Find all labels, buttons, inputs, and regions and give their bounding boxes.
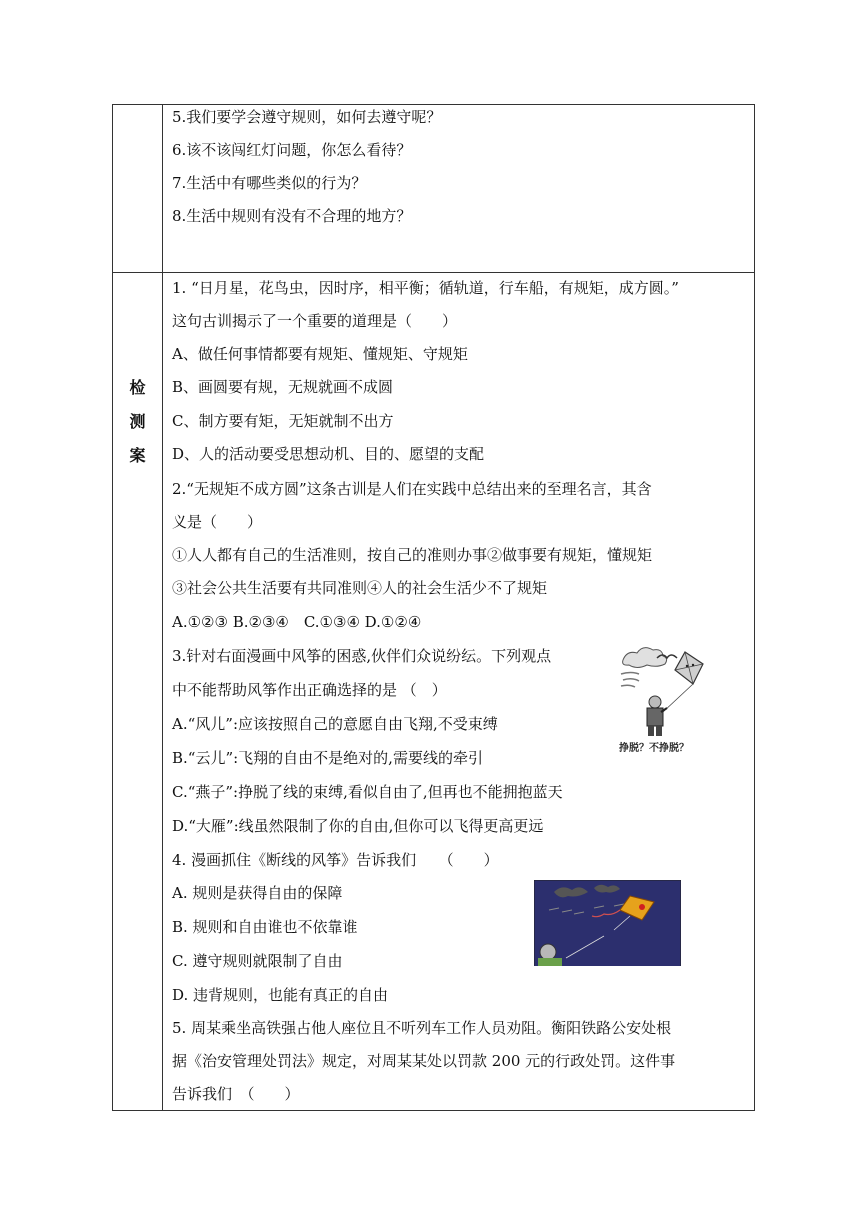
quiz-line: 3.针对右面漫画中风筝的困惑,伙伴们众说纷纭。下列观点 [172, 647, 552, 665]
quiz-line: C.“燕子”:挣脱了线的束缚,看似自由了,但再也不能拥抱蓝天 [172, 783, 563, 801]
quiz-line: 义是（ ） [172, 513, 263, 531]
question-7: 7.生活中有哪些类似的行为？ [172, 174, 367, 192]
worksheet-table [112, 104, 755, 1111]
quiz-line: 2.“无规矩不成方圆”这条古训是人们在实践中总结出来的至理名言，其含 [172, 480, 652, 498]
question-6: 6.该不该闯红灯问题，你怎么看待？ [172, 141, 412, 159]
quiz-line: 1. “日月星，花鸟虫，因时序，相平衡；循轨道，行车船，有规矩，成方圆。” [172, 279, 679, 297]
quiz-line: B. 规则和自由谁也不依靠谁 [172, 918, 358, 936]
quiz-line: B.“云儿”:飞翔的自由不是绝对的,需要线的牵引 [172, 749, 483, 767]
column-divider [162, 105, 163, 1110]
quiz-line: A.“风儿”:应该按照自己的意愿自由飞翔,不受束缚 [172, 715, 498, 733]
quiz-line: A、做任何事情都要有规矩、懂规矩、守规矩 [172, 345, 468, 363]
quiz-line: 据《治安管理处罚法》规定，对周某某处以罚款 200 元的行政处罚。这件事 [172, 1052, 676, 1070]
quiz-line: 5. 周某乘坐高铁强占他人座位且不听列车工作人员劝阻。衡阳铁路公安处根 [172, 1019, 672, 1037]
quiz-line: 中不能帮助风筝作出正确选择的是 （ ） [172, 681, 447, 699]
kite-dilemma-cartoon [617, 642, 717, 754]
question-5: 5.我们要学会遵守规则，如何去遵守呢？ [172, 108, 442, 126]
quiz-line: A.①②③ B.②③④ C.①③④ D.①②④ [172, 613, 422, 631]
question-8: 8.生活中规则有没有不合理的地方？ [172, 207, 412, 225]
quiz-line: ①人人都有自己的生活准则，按自己的准则办事②做事要有规矩，懂规矩 [172, 546, 653, 564]
quiz-line: ③社会公共生活要有共同准则④人的社会生活少不了规矩 [172, 579, 548, 597]
quiz-line: B、画圆要有规，无规就画不成圆 [172, 378, 394, 396]
quiz-line: D. 违背规则，也能有真正的自由 [172, 986, 389, 1004]
row-divider [113, 272, 754, 273]
broken-kite-cartoon [534, 880, 681, 969]
quiz-line: 4. 漫画抓住《断线的风筝》告诉我们 （ ） [172, 851, 499, 869]
quiz-line: D.“大雁”:线虽然限制了你的自由,但你可以飞得更高更远 [172, 817, 544, 835]
cartoon-caption: 挣脱？不挣脱？ [619, 743, 689, 754]
quiz-line: 这句古训揭示了一个重要的道理是（ ） [172, 312, 458, 330]
quiz-line: A. 规则是获得自由的保障 [172, 884, 343, 902]
quiz-line: D、人的活动要受思想动机、目的、愿望的支配 [172, 445, 485, 463]
section-label-char: 案 [129, 446, 146, 465]
quiz-line: C、制方要有矩，无矩就制不出方 [172, 412, 394, 430]
section-label-char: 测 [129, 412, 146, 431]
quiz-line: C. 遵守规则就限制了自由 [172, 952, 343, 970]
section-label-char: 检 [129, 378, 146, 397]
quiz-line: 告诉我们 （ ） [172, 1085, 300, 1103]
